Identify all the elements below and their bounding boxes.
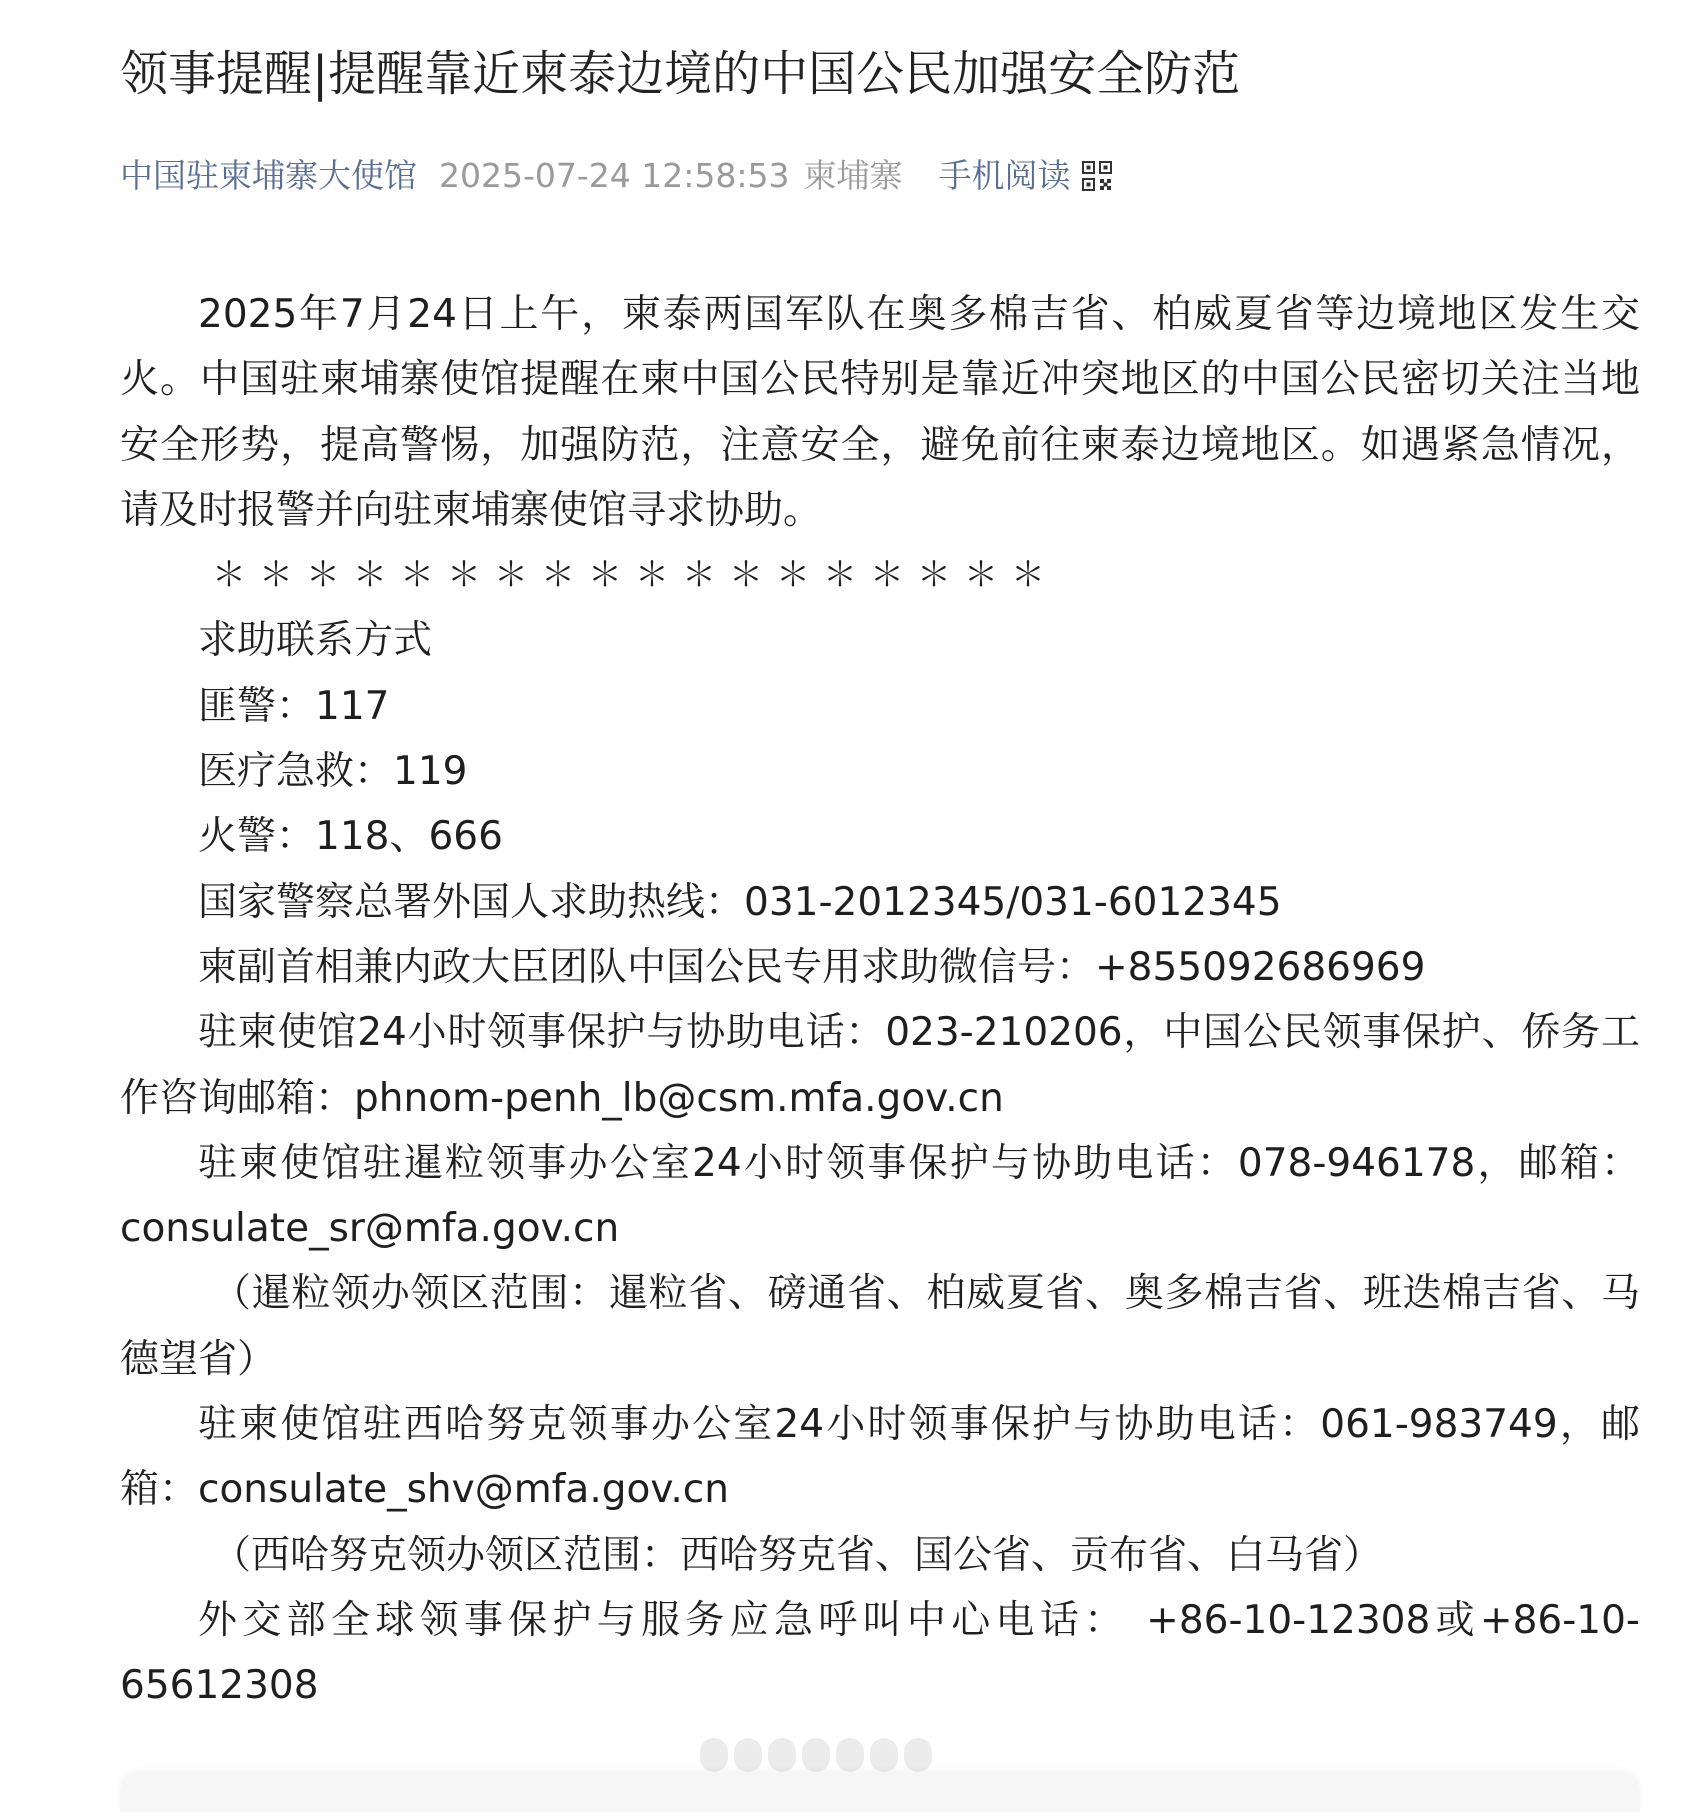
sihanoukville-line: 驻柬使馆驻西哈努克领事办公室24小时领事保护与协助电话：061-983749，邮箱：consulate_shv@mfa.gov.cn [120,1402,1640,1513]
indicator-dot [836,1738,864,1772]
medical-line: 医疗急救：119 [198,749,468,795]
indicator-dot [904,1738,932,1772]
indicator-dot [700,1738,728,1772]
contact-heading: 求助联系方式 [198,618,433,664]
article-meta [120,156,1640,196]
embassy-line: 驻柬使馆24小时领事保护与协助电话：023-210206，中国公民领事保护、侨务工作咨询邮箱：phnom-penh_lb@csm.mfa.gov.cn [120,1010,1640,1121]
article [120,0,1640,1719]
wechat-line: 柬副首相兼内政大臣团队中国公民专用求助微信号：+855092686969 [198,944,1426,990]
siem-reap-scope: （暹粒领办领区范围：暹粒省、磅通省、柏威夏省、奥多棉吉省、班迭棉吉省、马德望省） [120,1271,1640,1382]
source-link[interactable]: 中国驻柬埔寨大使馆 [120,156,417,195]
publish-date: 2025-07-24 12:58:53 [439,156,790,195]
scroll-indicator [700,1738,932,1772]
hotline-line: 国家警察总署外国人求助热线：031-2012345/031-6012345 [198,879,1282,925]
mfa-line: 外交部全球领事保护与服务应急呼叫中心电话： +86-10-12308或+86-10-65612308 [120,1597,1640,1709]
intro-paragraph: 2025年7月24日上午，柬泰两国军队在奥多棉吉省、柏威夏省等边境地区发生交火。中国驻柬埔寨使馆提醒在柬中国公民特别是靠近冲突地区的中国公民密切关注当地安全形势，提高警惕，加强防范，注意安全，避免前往柬泰边境地区。如遇紧急情况，请及时报警并向驻柬埔寨使馆寻求协助。 [120,292,1640,533]
mobile-read-link[interactable]: 手机阅读 [938,156,1071,195]
indicator-dot [734,1738,762,1772]
fire-line: 火警：118、666 [198,814,503,860]
indicator-dot [768,1738,796,1772]
page-title: 领事提醒|提醒靠近柬泰边境的中国公民加强安全防范 [120,46,1241,102]
region-tag: 柬埔寨 [803,156,903,195]
article-body [120,282,1640,1719]
sihanoukville-scope: （西哈努克领办领区范围：西哈努克省、国公省、贡布省、白马省） [212,1532,1383,1578]
qr-code-icon[interactable] [1082,161,1112,191]
siem-reap-line: 驻柬使馆驻暹粒领事办公室24小时领事保护与协助电话：078-946178，邮箱：consulate_sr@mfa.gov.cn [120,1140,1640,1252]
footer-panel [120,1772,1640,1812]
separator: ＊＊＊＊＊＊＊＊＊＊＊＊＊＊＊＊＊＊ [212,555,1058,596]
indicator-dot [870,1738,898,1772]
police-line: 匪警：117 [198,683,390,729]
indicator-dot [802,1738,830,1772]
